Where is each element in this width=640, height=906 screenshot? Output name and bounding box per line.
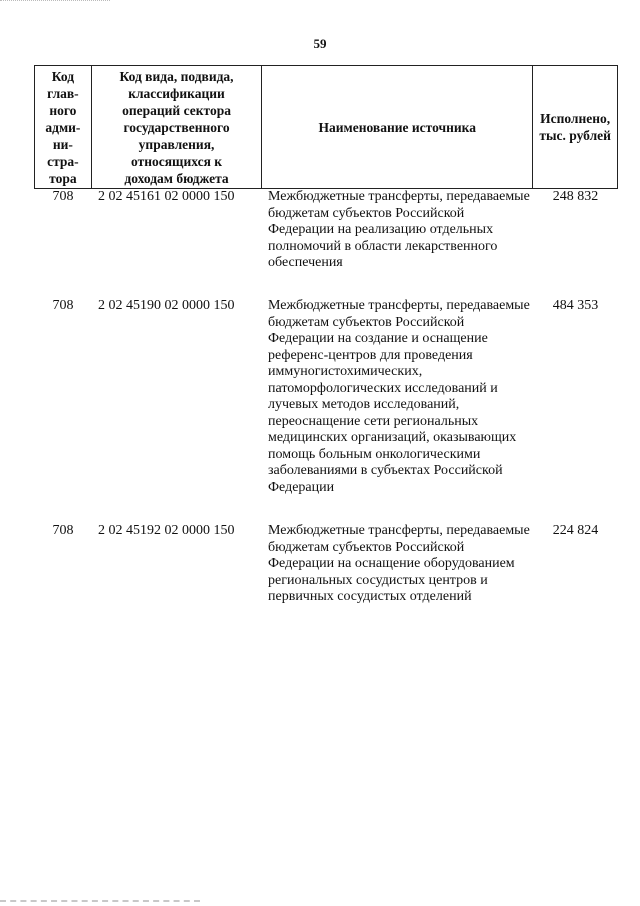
header-admin-code (35, 66, 91, 188)
executed-amount-cell: 224 824 (552, 523, 599, 538)
revenue-sources-table (34, 65, 618, 604)
classification-code-cell: 2 02 45161 02 0000 150 (98, 189, 235, 204)
header-executed (532, 66, 617, 188)
executed-amount-cell: 248 832 (552, 189, 599, 204)
header-source-name (261, 66, 532, 188)
header-admin-code-label: Код глав- ного адми- ни- стра- тора (45, 69, 81, 186)
table-header (34, 65, 618, 189)
executed-amount-cell: 484 353 (552, 298, 599, 313)
classification-code-cell: 2 02 45192 02 0000 150 (98, 523, 235, 538)
table-row (34, 298, 618, 496)
header-source-name-label: Наименование источника (318, 119, 477, 135)
table-row (34, 189, 618, 272)
header-classification-code-label: Код вида, подвида, классификации операций сектора государственного управления, относящихся к доходам бюджета (119, 69, 234, 186)
classification-code-cell: 2 02 45190 02 0000 150 (98, 298, 235, 313)
source-name-cell: Межбюджетные трансферты, передаваемые бюджетам субъектов Российской Федерации на реализацию отдельных полномочий в области лекарственного обеспечения (268, 189, 530, 270)
admin-code-cell: 708 (52, 298, 74, 313)
scan-artifact-bottom (0, 900, 200, 902)
source-name-cell: Межбюджетные трансферты, передаваемые бюджетам субъектов Российской Федерации на создание и оснащение референс-центров для проведения иммуногистохимических, патоморфологических исследований и лучевых методов исследований, переоснащение сети региональных медицинских организаций, оказывающих помощь больным онкологическими заболеваниями в субъектах Российской Федерации (268, 298, 530, 495)
admin-code-cell: 708 (52, 189, 74, 204)
table-row (34, 523, 618, 606)
admin-code-cell: 708 (52, 523, 74, 538)
scan-artifact-top (0, 0, 110, 5)
source-name-cell: Межбюджетные трансферты, передаваемые бюджетам субъектов Российской Федерации на оснащение оборудованием региональных сосудистых центров и первичных сосудистых отделений (268, 523, 530, 604)
header-executed-label: Исполнено, тыс. рублей (539, 111, 611, 143)
header-classification-code (91, 66, 261, 188)
page-number: 59 (313, 36, 327, 51)
